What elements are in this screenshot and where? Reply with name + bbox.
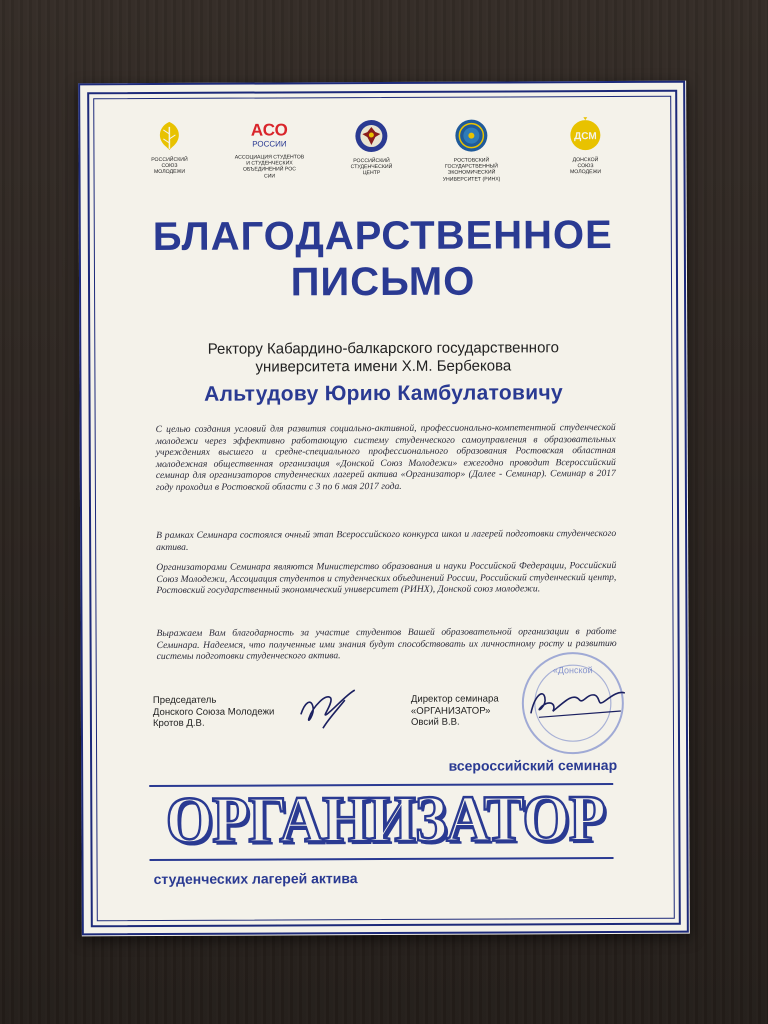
aso-logo-icon [246, 118, 292, 150]
logo-caption: РОССИЙСКИЙ СТУДЕНЧЕСКИЙ ЦЕНТР [350, 157, 393, 177]
leaf-logo-icon [152, 119, 186, 153]
aso-logo-sub: РОССИИ [252, 139, 287, 149]
logo-caption: РОСТОВСКИЙ ГОСУДАРСТВЕННЫЙ ЭКОНОМИЧЕСКИЙ УНИВЕРСИТЕТ (РИНХ) [442, 157, 501, 183]
body-paragraph: В рамках Семинара состоялся очный этап Всероссийского конкурса школ и лагерей подготовки студенческого актива. [156, 527, 617, 553]
signatory-left [153, 694, 275, 729]
logo-caption: ДОНСКОЙ СОЮЗ МОЛОДЕЖИ [569, 157, 602, 176]
signatory-left-name: Кротов Д.В. [152, 717, 205, 730]
certificate-sheet [78, 81, 690, 937]
document-title-line2: ПИСЬМО [290, 259, 476, 305]
stamp-text: «Донской [552, 665, 593, 676]
aso-logo-text: АСО [250, 120, 288, 140]
logo-caption: АССОЦИАЦИЯ СТУДЕНТОВ И СТУДЕНЧЕСКИХ ОБЪЕДИНЕНИЙ РОС СИИ [234, 154, 305, 180]
logo-rsc [330, 118, 412, 177]
brand-wordmark: ОРГАНИЗАТОР [165, 782, 606, 857]
recipient-name: Альтудову Юрию Камбулатовичу [204, 381, 563, 406]
body-paragraph: Организаторами Семинара являются Министерство образования и науки Российской Федерации, Российский Союз Молодежи, Ассоциация студентов и студенческих объединений России, Российский студенческий центр, Ростовский государственный экономический университет (РИНХ), Донской союз молодежи. [156, 559, 617, 597]
dsm-logo-icon [567, 117, 603, 153]
eagle-logo-icon [353, 118, 389, 154]
signatory-right-org: «ОРГАНИЗАТОР» [410, 705, 491, 717]
logo-dsm [544, 117, 626, 176]
logo-caption: РОССИЙСКИЙ СОЮЗ МОЛОДЕЖИ [151, 156, 188, 176]
logo-aso [228, 118, 310, 179]
body-paragraph: Выражаем Вам благодарность за участие студентов Вашей образовательной организации в работе Семинара. Надеемся, что полученные ими знания будут способствовать их личностному росту и развитию системы подготовки студенческого актива. [156, 625, 617, 663]
footer-tagline-top: всероссийский семинар [448, 756, 618, 774]
signatory-left-org: Донского Союза Молодежи [152, 705, 275, 718]
body-paragraph: С целью создания условий для развития социально-активной, профессионально-компетентной студенческой молодежи через эффективно работающую систему студенческого самоуправления в образовательных учреждениях высшего и средне-специального профессионального образования Ростовская областная молодежная общественная организация «Донской Союз Молодежи» ежегодно проводит Всероссийский семинар для организаторов студенческих лагерей актива «Организатор» (Далее - Семинар). Семинар в 2017 году проходил в Ростовской области с 3 по 6 мая 2017 года. [155, 421, 616, 493]
signature-right-icon [521, 677, 631, 727]
university-seal-icon [453, 118, 489, 154]
signature-left-icon [293, 684, 373, 734]
signatory-right-name: Овсий В.В. [410, 716, 460, 728]
logo-row [128, 117, 626, 209]
document-title-line1: БЛАГОДАРСТВЕННОЕ [152, 212, 613, 260]
dsm-logo-text: ДСМ [574, 131, 597, 143]
signatory-right-role: Директор семинара [410, 693, 499, 705]
addressee-line1: Ректору Кабардино-балкарского государственного [207, 339, 559, 358]
signatory-left-role: Председатель [152, 694, 217, 707]
signatory-right [411, 694, 499, 729]
addressee-line2: университета имени Х.М. Бербекова [255, 357, 512, 376]
logo-rinh [430, 117, 512, 182]
logo-rsm [128, 119, 210, 176]
footer-tagline-bottom: студенческих лагерей актива [153, 870, 358, 888]
